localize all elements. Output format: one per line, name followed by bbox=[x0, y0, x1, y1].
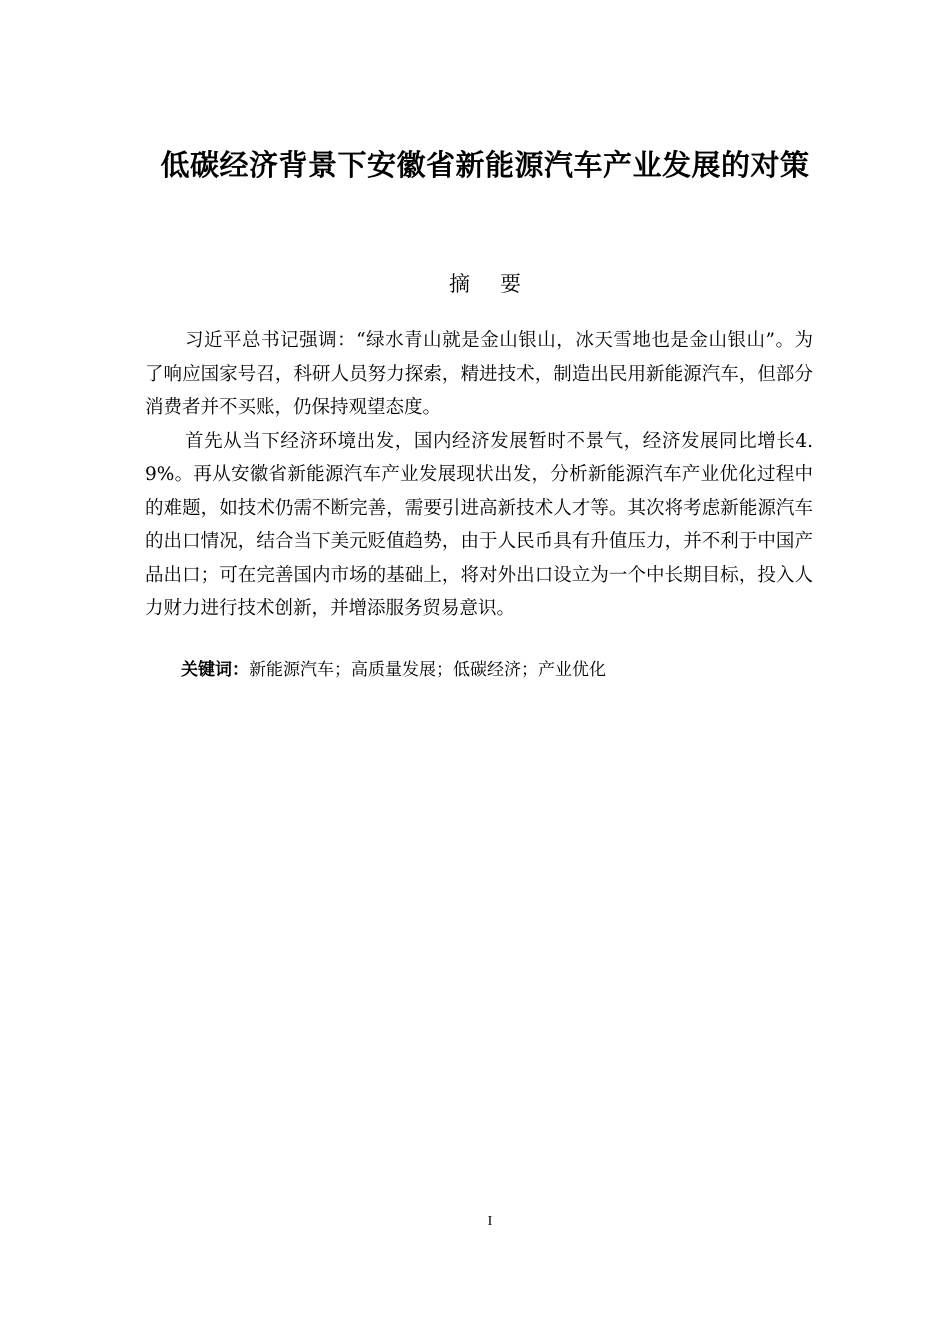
keywords-text: 新能源汽车；高质量发展；低碳经济；产业优化 bbox=[249, 660, 606, 680]
abstract-body bbox=[145, 324, 813, 626]
keywords-line bbox=[181, 654, 821, 686]
keywords-label: 关键词： bbox=[181, 660, 249, 680]
abstract-paragraph-2: 首先从当下经济环境出发，国内经济发展暂时不景气，经济发展同比增长4.9%。再从安徽省新能源汽车产业发展现状出发，分析新能源汽车产业优化过程中的难题，如技术仍需不断完善，需要引进高新技术人才等。其次将考虑新能源汽车的出口情况，结合当下美元贬值趋势，由于人民币具有升值压力，并不利于中国产品出口；可在完善国内市场的基础上，将对外出口设立为一个中长期目标，投入人力财力进行技术创新，并增添服务贸易意识。 bbox=[145, 430, 813, 619]
document-title: 低碳经济背景下安徽省新能源汽车产业发展的对策 bbox=[160, 148, 810, 182]
abstract-paragraph-1: 习近平总书记强调：“绿水青山就是金山银山，冰天雪地也是金山银山”。为了响应国家号召，科研人员努力探索，精进技术，制造出民用新能源汽车，但部分消费者并不买账，仍保持观望态度。 bbox=[145, 330, 813, 418]
page-number: I bbox=[487, 1214, 493, 1229]
abstract-heading: 摘要 bbox=[449, 272, 551, 296]
